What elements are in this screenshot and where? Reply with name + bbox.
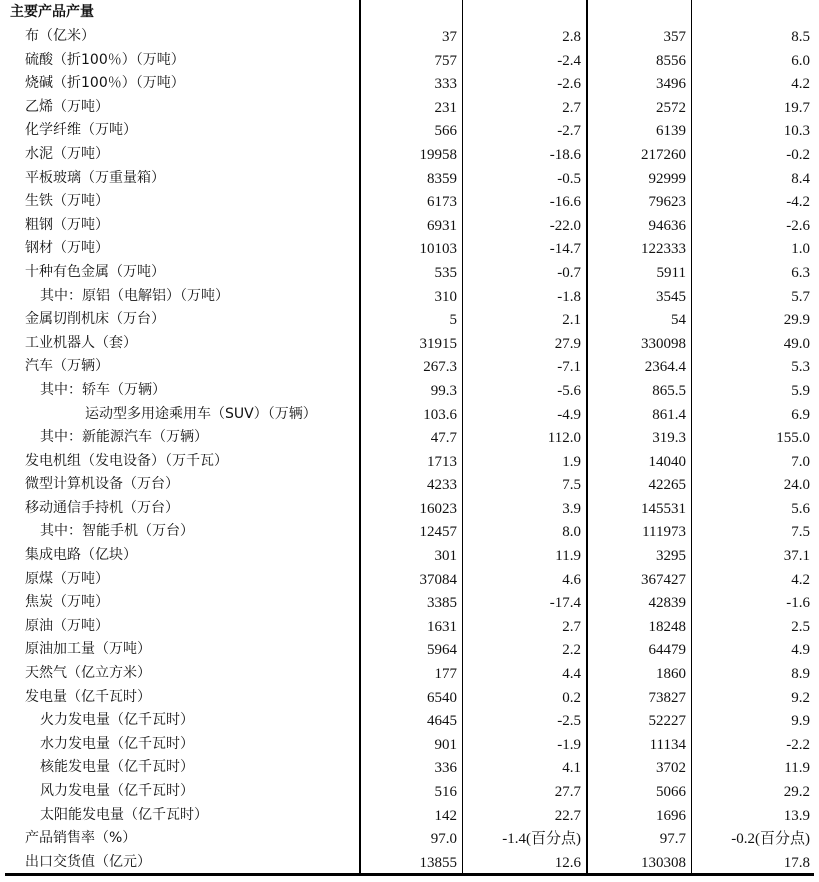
cumulative-growth: -2.6 (786, 217, 810, 234)
cumulative-growth: 49.0 (783, 335, 810, 352)
cumulative-value: 367427 (641, 571, 686, 588)
section-title: 主要产品产量 (10, 4, 94, 20)
cumulative-value: 3496 (656, 76, 686, 93)
cumulative-growth: 7.5 (791, 524, 810, 541)
row-label: 原油加工量（万吨） (25, 641, 151, 658)
current-month-value: 177 (434, 666, 457, 683)
current-month-value: 516 (434, 784, 457, 800)
cumulative-growth: 29.2 (783, 784, 810, 800)
current-month-growth: 7.5 (562, 477, 581, 494)
table-row (0, 332, 819, 356)
table-row (0, 167, 819, 191)
table-row (0, 119, 819, 143)
current-month-growth: -0.7 (557, 264, 581, 281)
cumulative-growth: 10.3 (783, 123, 810, 140)
row-label: 汽车（万辆） (25, 358, 109, 375)
cumulative-value: 1860 (656, 666, 686, 683)
current-month-value: 231 (434, 99, 457, 116)
current-month-value: 99.3 (430, 382, 457, 399)
current-month-growth: 112.0 (547, 430, 581, 447)
cumulative-value: 6139 (656, 123, 686, 140)
cumulative-value: 8556 (656, 52, 686, 69)
row-label: 出口交货值（亿元） (25, 853, 151, 870)
cumulative-growth: 29.9 (783, 312, 810, 329)
current-month-growth: 4.6 (562, 571, 581, 588)
table-row (0, 355, 819, 379)
table-row (0, 520, 819, 544)
current-month-value: 4233 (427, 477, 457, 494)
row-label: 其中：新能源汽车（万辆） (40, 429, 208, 446)
row-label: 布（亿米） (25, 28, 95, 44)
current-month-growth: -18.6 (549, 146, 581, 163)
table-row (0, 49, 819, 73)
cumulative-value: 14040 (648, 453, 686, 470)
table-row (0, 497, 819, 521)
current-month-growth: -5.6 (557, 382, 581, 399)
cumulative-value: 97.7 (659, 831, 686, 848)
current-month-value: 5 (449, 312, 457, 329)
current-month-growth: 2.7 (562, 99, 581, 116)
cumulative-growth: 37.1 (783, 548, 810, 565)
table-row (0, 285, 819, 309)
cumulative-growth: -0.2(百分点) (731, 831, 810, 848)
row-label: 硫酸（折100％）（万吨） (25, 51, 185, 68)
current-month-growth: -14.7 (549, 241, 581, 258)
cumulative-growth: 13.9 (783, 807, 810, 824)
cumulative-growth: 8.9 (791, 666, 810, 683)
row-label: 原油（万吨） (25, 617, 109, 634)
cumulative-growth: 19.7 (783, 99, 810, 116)
table-row (0, 709, 819, 733)
current-month-value: 5964 (427, 642, 457, 659)
cumulative-value: 54 (671, 312, 686, 329)
row-label: 其中：轿车（万辆） (40, 381, 166, 398)
current-month-growth: 22.7 (554, 807, 581, 824)
current-month-growth: 27.9 (554, 335, 581, 352)
cumulative-value: 111973 (642, 524, 686, 541)
current-month-growth: -2.7 (557, 123, 581, 140)
current-month-value: 8359 (427, 170, 457, 187)
cumulative-growth: 9.9 (791, 713, 810, 730)
current-month-value: 4645 (427, 713, 457, 730)
cumulative-value: 3295 (656, 548, 686, 565)
current-month-growth: -2.5 (557, 713, 581, 730)
cumulative-value: 11134 (649, 736, 686, 753)
cumulative-value: 3545 (656, 288, 686, 305)
cumulative-growth: 17.8 (783, 854, 810, 871)
current-month-growth: 1.9 (562, 453, 581, 470)
current-month-value: 535 (434, 264, 457, 281)
current-month-growth: -17.4 (549, 595, 581, 612)
cumulative-value: 5911 (656, 264, 686, 281)
cumulative-growth: 5.6 (791, 500, 810, 517)
row-label: 核能发电量（亿千瓦时） (40, 759, 194, 776)
table-row (0, 143, 819, 167)
current-month-value: 13855 (419, 854, 457, 871)
cumulative-value: 330098 (641, 335, 686, 352)
table-row (0, 591, 819, 615)
current-month-value: 1631 (427, 618, 457, 635)
current-month-value: 301 (434, 548, 457, 565)
cumulative-value: 94636 (648, 217, 686, 234)
row-label: 生铁（万吨） (25, 193, 109, 210)
table-row (0, 379, 819, 403)
row-label: 运动型多用途乘用车（SUV）（万辆） (85, 405, 317, 422)
cumulative-value: 18248 (648, 618, 686, 635)
table-row (0, 662, 819, 686)
cumulative-value: 2572 (656, 99, 686, 116)
current-month-growth: -16.6 (549, 194, 581, 211)
cumulative-growth: 1.0 (791, 241, 810, 258)
table-row (0, 25, 819, 49)
table-row (0, 638, 819, 662)
row-label: 其中：智能手机（万台） (40, 523, 194, 540)
current-month-value: 6540 (427, 689, 457, 706)
current-month-value: 37 (442, 29, 457, 45)
cumulative-growth: 7.0 (791, 453, 810, 470)
cumulative-growth: 6.9 (791, 406, 810, 423)
row-label: 风力发电量（亿千瓦时） (40, 783, 194, 799)
cumulative-value: 79623 (648, 194, 686, 211)
table-row (0, 827, 819, 851)
cumulative-growth: -1.6 (786, 595, 810, 612)
table-row (0, 756, 819, 780)
cumulative-growth: -0.2 (786, 146, 810, 163)
row-label: 集成电路（亿块） (25, 547, 137, 564)
current-month-value: 3385 (427, 595, 457, 612)
current-month-growth: -0.5 (557, 170, 581, 187)
table-row (0, 780, 819, 804)
table-row (0, 237, 819, 261)
row-label: 水力发电量（亿千瓦时） (40, 735, 194, 752)
row-label: 平板玻璃（万重量箱） (25, 169, 165, 186)
table-row (0, 190, 819, 214)
current-month-growth: 12.6 (554, 854, 581, 871)
cumulative-growth: 155.0 (776, 430, 810, 447)
row-label: 焦炭（万吨） (25, 594, 109, 611)
cumulative-value: 319.3 (652, 430, 686, 447)
cumulative-value: 1696 (656, 807, 686, 824)
current-month-value: 267.3 (423, 359, 457, 376)
table-row (0, 804, 819, 828)
current-month-growth: -7.1 (557, 359, 581, 376)
cumulative-growth: 5.9 (791, 382, 810, 399)
row-label: 十种有色金属（万吨） (25, 263, 165, 280)
current-month-growth: 11.9 (555, 548, 581, 565)
cumulative-growth: 4.9 (791, 642, 810, 659)
current-month-value: 10103 (419, 241, 457, 258)
table-row (0, 686, 819, 710)
cumulative-value: 92999 (648, 170, 686, 187)
row-label: 发电量（亿千瓦时） (25, 688, 151, 705)
row-label: 工业机器人（套） (25, 334, 137, 351)
cumulative-growth: 11.9 (784, 760, 810, 777)
cumulative-growth: 6.3 (791, 264, 810, 281)
current-month-growth: -1.4(百分点) (502, 831, 581, 848)
current-month-value: 310 (434, 288, 457, 305)
current-month-value: 333 (434, 76, 457, 93)
cumulative-growth: 5.7 (791, 288, 810, 305)
cumulative-value: 42265 (648, 477, 686, 494)
row-label: 原煤（万吨） (25, 570, 109, 587)
cumulative-growth: 2.5 (791, 618, 810, 635)
row-label: 发电机组（发电设备）（万千瓦） (25, 452, 228, 469)
row-label: 其中：原铝（电解铝）（万吨） (40, 287, 229, 304)
current-month-growth: 2.2 (562, 642, 581, 659)
current-month-growth: 8.0 (562, 524, 581, 541)
current-month-value: 103.6 (423, 406, 457, 423)
row-label: 烧碱（折100％）（万吨） (25, 75, 185, 92)
current-month-growth: 2.1 (562, 312, 581, 329)
current-month-value: 142 (434, 807, 457, 824)
table-row (0, 214, 819, 238)
table-row (0, 615, 819, 639)
cumulative-value: 130308 (641, 854, 686, 871)
cumulative-value: 52227 (648, 713, 686, 730)
current-month-value: 336 (434, 760, 457, 777)
cumulative-growth: 24.0 (783, 477, 810, 494)
current-month-value: 12457 (419, 524, 457, 541)
row-label: 天然气（亿立方米） (25, 665, 151, 682)
cumulative-value: 357 (663, 29, 686, 45)
table-row (0, 450, 819, 474)
row-label: 移动通信手持机（万台） (25, 499, 179, 516)
current-month-growth: 4.1 (562, 760, 581, 777)
table-row (0, 403, 819, 427)
current-month-growth: -2.6 (557, 76, 581, 93)
current-month-value: 1713 (427, 453, 457, 470)
cumulative-growth: 4.2 (791, 571, 810, 588)
cumulative-value: 217260 (641, 146, 686, 163)
cumulative-growth: 4.2 (791, 76, 810, 93)
cumulative-value: 3702 (656, 760, 686, 777)
cumulative-growth: 8.4 (791, 170, 810, 187)
table-row (0, 261, 819, 285)
row-label: 微型计算机设备（万台） (25, 476, 179, 493)
row-label: 产品销售率（%） (25, 830, 137, 847)
cumulative-growth: 6.0 (791, 52, 810, 69)
row-label: 火力发电量（亿千瓦时） (40, 712, 194, 729)
current-month-growth: 0.2 (562, 689, 581, 706)
current-month-growth: 2.7 (562, 618, 581, 635)
row-label: 太阳能发电量（亿千瓦时） (40, 806, 208, 823)
current-month-growth: -1.9 (557, 736, 581, 753)
cumulative-growth: 5.3 (791, 359, 810, 376)
current-month-growth: 2.8 (562, 29, 581, 45)
table-row (0, 851, 819, 875)
current-month-value: 16023 (419, 500, 457, 517)
current-month-value: 901 (434, 736, 457, 753)
cumulative-value: 145531 (641, 500, 686, 517)
row-label: 粗钢（万吨） (25, 216, 109, 233)
current-month-value: 37084 (419, 571, 457, 588)
cumulative-value: 42839 (648, 595, 686, 612)
current-month-value: 757 (434, 52, 457, 69)
current-month-value: 566 (434, 123, 457, 140)
cumulative-value: 861.4 (652, 406, 686, 423)
row-label: 金属切削机床（万台） (25, 311, 165, 328)
cumulative-value: 2364.4 (644, 359, 686, 376)
current-month-value: 97.0 (430, 831, 457, 848)
current-month-value: 31915 (419, 335, 457, 352)
table-row (0, 733, 819, 757)
table-row (0, 473, 819, 497)
table-body (0, 25, 819, 874)
cumulative-value: 73827 (648, 689, 686, 706)
current-month-growth: -1.8 (557, 288, 581, 305)
table-row (0, 544, 819, 568)
current-month-growth: -4.9 (557, 406, 581, 423)
row-label: 乙烯（万吨） (25, 98, 109, 115)
current-month-growth: -2.4 (557, 52, 581, 69)
table-row (0, 72, 819, 96)
table-row (0, 96, 819, 120)
cumulative-growth: 9.2 (791, 689, 810, 706)
cumulative-value: 865.5 (652, 382, 686, 399)
current-month-growth: 3.9 (562, 500, 581, 517)
current-month-value: 6931 (427, 217, 457, 234)
row-label: 钢材（万吨） (25, 240, 109, 257)
cumulative-value: 5066 (656, 784, 686, 800)
current-month-growth: 27.7 (554, 784, 581, 800)
cumulative-value: 122333 (641, 241, 686, 258)
cumulative-growth: -4.2 (786, 194, 810, 211)
current-month-value: 6173 (427, 194, 457, 211)
current-month-value: 19958 (419, 146, 457, 163)
cumulative-growth: 8.5 (791, 29, 810, 45)
row-label: 化学纤维（万吨） (25, 122, 137, 139)
table-row (0, 308, 819, 332)
table-row (0, 568, 819, 592)
current-month-value: 47.7 (430, 430, 457, 447)
table-row (0, 426, 819, 450)
row-label: 水泥（万吨） (25, 145, 109, 162)
cumulative-value: 64479 (648, 642, 686, 659)
cumulative-growth: -2.2 (786, 736, 810, 753)
current-month-growth: 4.4 (562, 666, 581, 683)
current-month-growth: -22.0 (549, 217, 581, 234)
